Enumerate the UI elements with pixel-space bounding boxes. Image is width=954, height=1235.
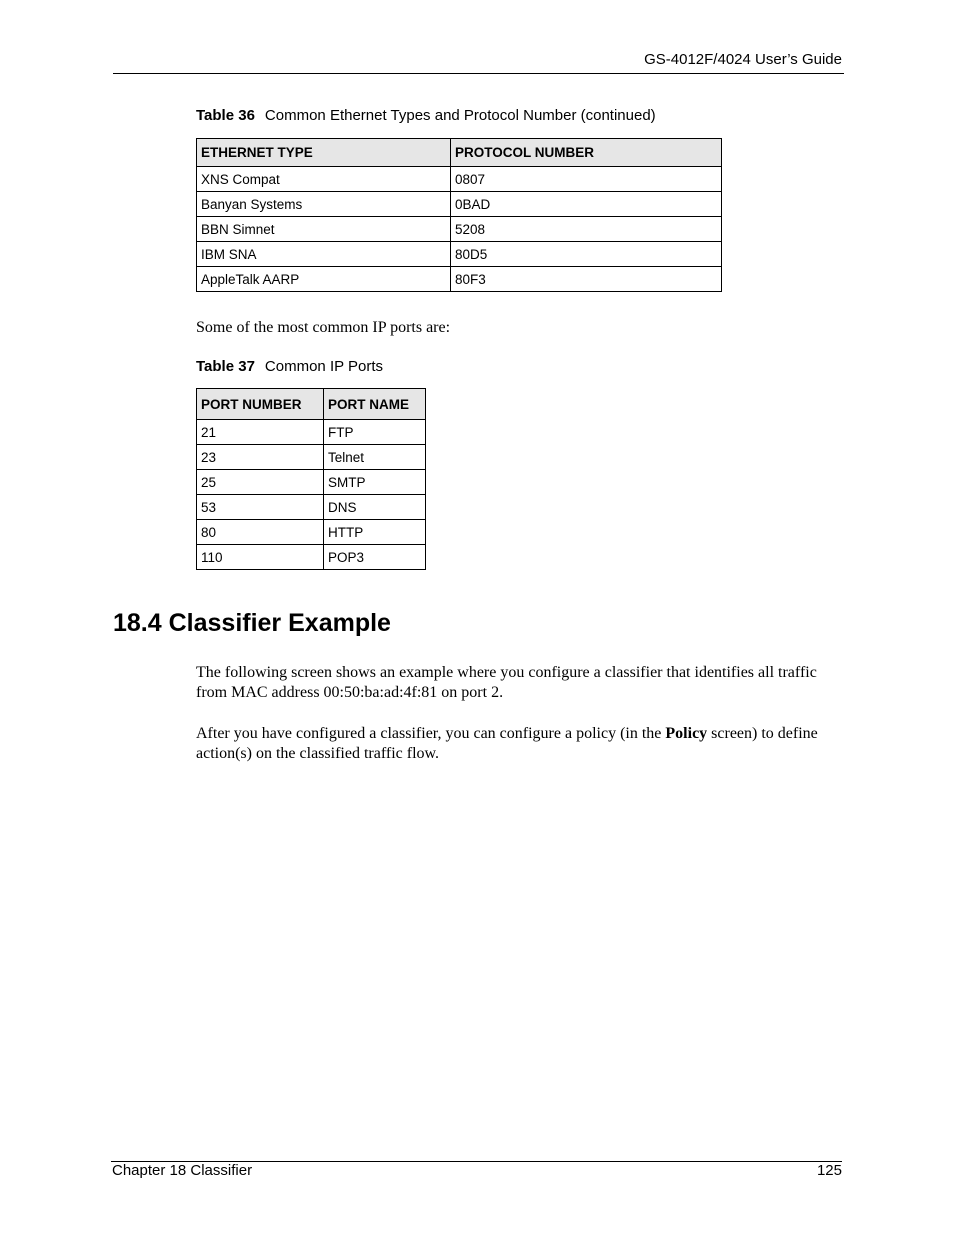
table-row (197, 217, 722, 242)
header-title: GS-4012F/4024 User’s Guide (644, 51, 842, 68)
table-cell: 5208 (451, 217, 722, 242)
paragraph-classifier-example: The following screen shows an example where you configure a classifier that identifies all traffic from MAC address 00:50:ba:ad:4f:81 on port 2. (196, 664, 817, 701)
table-row (197, 192, 722, 217)
column-header: PORT NAME (324, 389, 426, 420)
table-cell: 53 (197, 495, 324, 520)
table-cell: 80 (197, 520, 324, 545)
table-row (197, 495, 426, 520)
header-rule (113, 73, 844, 74)
paragraph-policy (196, 724, 826, 764)
table-cell: AppleTalk AARP (197, 267, 451, 292)
table-cell: 23 (197, 445, 324, 470)
table-cell: 80F3 (451, 267, 722, 292)
table-row (197, 470, 426, 495)
table37-caption (196, 358, 383, 375)
column-header: ETHERNET TYPE (197, 139, 451, 167)
table-row (197, 267, 722, 292)
table36-label: Table 36 (196, 107, 255, 124)
section-title: 18.4 Classifier Example (113, 609, 391, 637)
column-header: PORT NUMBER (197, 389, 324, 420)
ethernet-types-table (196, 138, 722, 292)
table-row (197, 167, 722, 192)
column-header: PROTOCOL NUMBER (451, 139, 722, 167)
table-cell: 0BAD (451, 192, 722, 217)
table-row (197, 445, 426, 470)
paragraph-text: After you have configured a classifier, you can configure a policy (in the (196, 725, 666, 742)
table-row (197, 420, 426, 445)
table-cell: 0807 (451, 167, 722, 192)
table36-caption-text: Common Ethernet Types and Protocol Number (continued) (264, 107, 656, 124)
table-cell: HTTP (324, 520, 426, 545)
table-row (197, 520, 426, 545)
table36-caption (196, 107, 656, 124)
table-cell: 80D5 (451, 242, 722, 267)
table-header-row (197, 389, 426, 420)
footer-page-number: 125 (816, 1162, 842, 1179)
table-row (197, 545, 426, 570)
table-cell: 25 (197, 470, 324, 495)
table-cell: XNS Compat (197, 167, 451, 192)
paragraph-text: screen) to define action(s) on the classified traffic flow. (196, 725, 818, 762)
table-cell: POP3 (324, 545, 426, 570)
table-cell: Telnet (324, 445, 426, 470)
policy-screen-name: Policy (665, 725, 708, 742)
table37-caption-text: Common IP Ports (264, 358, 384, 375)
table-cell: Banyan Systems (197, 192, 451, 217)
table37-label: Table 37 (196, 358, 255, 375)
footer-chapter: Chapter 18 Classifier (112, 1162, 253, 1179)
table-cell: SMTP (324, 470, 426, 495)
table-cell: 21 (197, 420, 324, 445)
table-cell: BBN Simnet (197, 217, 451, 242)
table-header-row (197, 139, 722, 167)
intro-ports-text: Some of the most common IP ports are: (196, 319, 451, 336)
ip-ports-table (196, 388, 426, 570)
table-cell: DNS (324, 495, 426, 520)
table-cell: FTP (324, 420, 426, 445)
table-cell: IBM SNA (197, 242, 451, 267)
table-row (197, 242, 722, 267)
table-cell: 110 (197, 545, 324, 570)
